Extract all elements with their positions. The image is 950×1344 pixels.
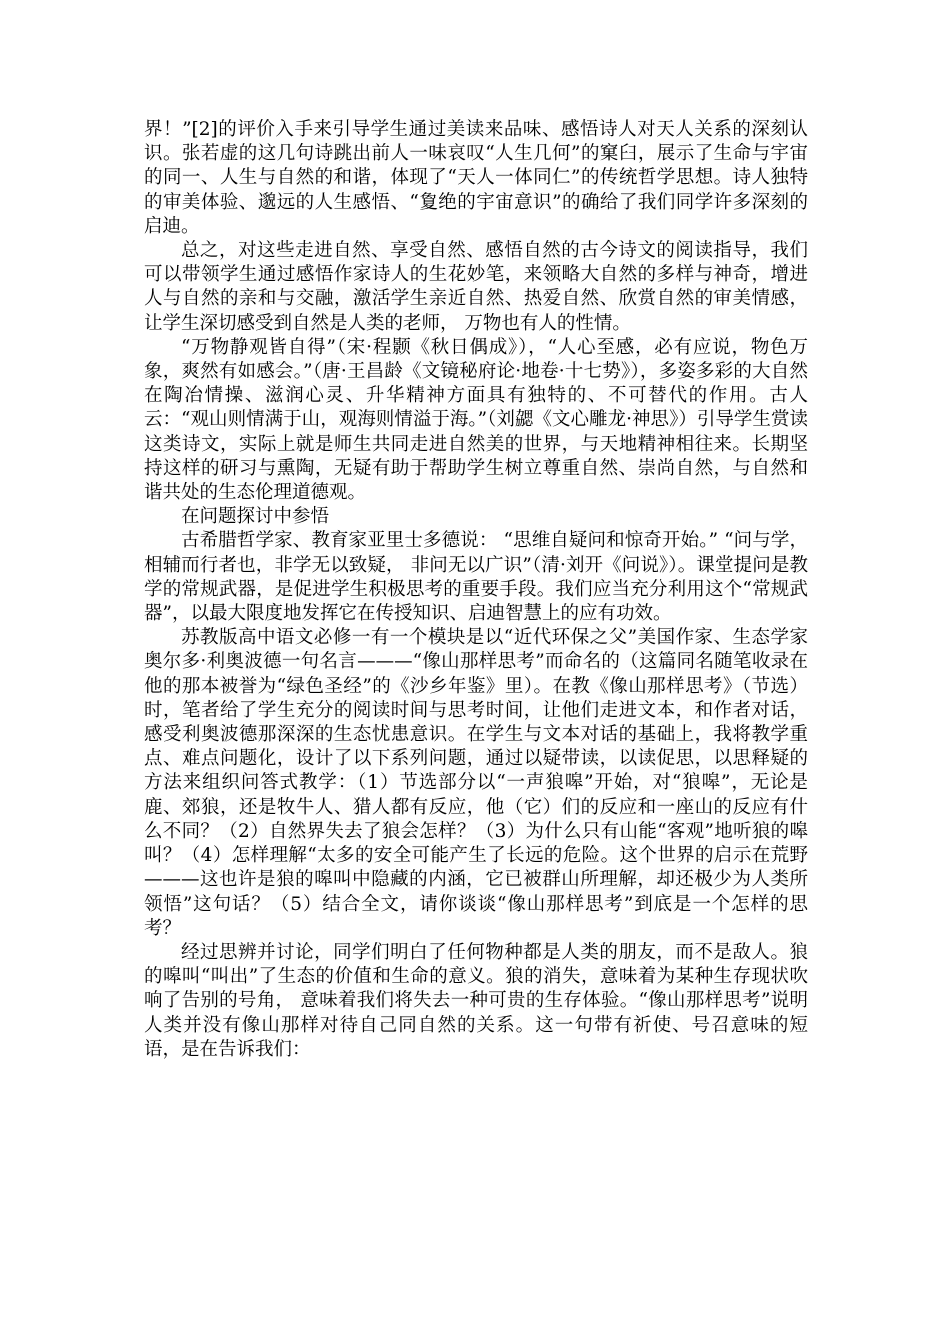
paragraph-2: 总之，对这些走进自然、享受自然、感悟自然的古今诗文的阅读指导，我们可以带领学生通过感悟作家诗人的生花妙笔，来领略大自然的多样与神奇，增进人与自然的亲和与交融，激活学生亲近自然、热爱自然、欣赏自然的审美情感，让学生深切感受到自然是人类的老师， 万物也有人的性情。 [144, 240, 808, 334]
document-body [144, 118, 808, 1062]
paragraph-6: 经过思辨并讨论，同学们明白了任何物种都是人类的朋友，而不是敌人。狼的嗥叫“叫出”了生态的价值和生命的意义。狼的消失，意味着为某种生存现状吹响了告别的号角， 意味着我们将失去一种可贵的生存体验。“像山那样思考”说明人类并没有像山那样对待自己同自然的关系。这一句带有祈使、号召意味的短语，是在告诉我们： [144, 941, 808, 1060]
paragraph-4: 古希腊哲学家、教育家亚里士多德说： “思维自疑问和惊奇开始。” “问与学， 相辅而行者也，非学无以致疑， 非问无以广识”（清·刘开《问说》）。课堂提问是教学的常规武器，是促进学生积极思考的重要手段。我们应当充分利用这个“常规武器”，以最大限度地发挥它在传授知识、启迪智慧上的应有功效。 [144, 530, 808, 625]
paragraph-3: “万物静观皆自得”（宋·程颢《秋日偶成》），“人心至感，必有应说，物色万象，爽然有如感会。”（唐·王昌龄《文镜秘府论·地卷·十七势》），多姿多彩的大自然在陶冶情操、滋润心灵、升华精神方面具有独特的、不可替代的作用。古人云：“观山则情满于山，观海则情溢于海。”（刘勰《文心雕龙·神思》）引导学生赏读这类诗文，实际上就是师生共同走进自然美的世界，与天地精神相往来。长期坚持这样的研习与熏陶，无疑有助于帮助学生树立尊重自然、崇尚自然，与自然和谐共处的生态伦理道德观。 [144, 336, 808, 504]
paragraph-1: 界！”[2]的评价入手来引导学生通过美读来品味、感悟诗人对天人关系的深刻认识。张若虚的这几句诗跳出前人一味哀叹“人生几何”的窠臼，展示了生命与宇宙的同一、人生与自然的和谐，体现了“天人一体同仁”的传统哲学思想。诗人独特的审美体验、邈远的人生感悟、“夐绝的宇宙意识”的确给了我们同学许多深刻的启迪。 [144, 119, 808, 237]
paragraph-5: 苏教版高中语文必修一有一个模块是以“近代环保之父”美国作家、生态学家奥尔多·利奥波德一句名言———“像山那样思考”而命名的（这篇同名随笔收录在他的那本被誉为“绿色圣经”的《沙乡年鉴》里）。在教《像山那样思考》（节选）时，笔者给了学生充分的阅读时间与思考时间，让他们走进文本，和作者对话，感受利奥波德那深深的生态忧患意识。在学生与文本对话的基础上，我将教学重点、难点问题化，设计了以下系列问题，通过以疑带读，以读促思，以思释疑的方法来组织问答式教学：（1）节选部分以“一声狼嗥”开始，对“狼嗥”，无论是鹿、郊狼，还是牧牛人、猎人都有反应，他（它）们的反应和一座山的反应有什么不同？（2）自然界失去了狼会怎样？（3）为什么只有山能“客观”地听狼的嗥叫？（4）怎样理解“太多的安全可能产生了长远的危险。这个世界的启示在荒野———这也许是狼的嗥叫中隐藏的内涵，它已被群山所理解，却还极少为人类所领悟”这句话？（5）结合全文，请你谈谈“像山那样思考”到底是一个怎样的思考？ [144, 627, 808, 939]
section-heading: 在问题探讨中参悟 [181, 506, 330, 528]
